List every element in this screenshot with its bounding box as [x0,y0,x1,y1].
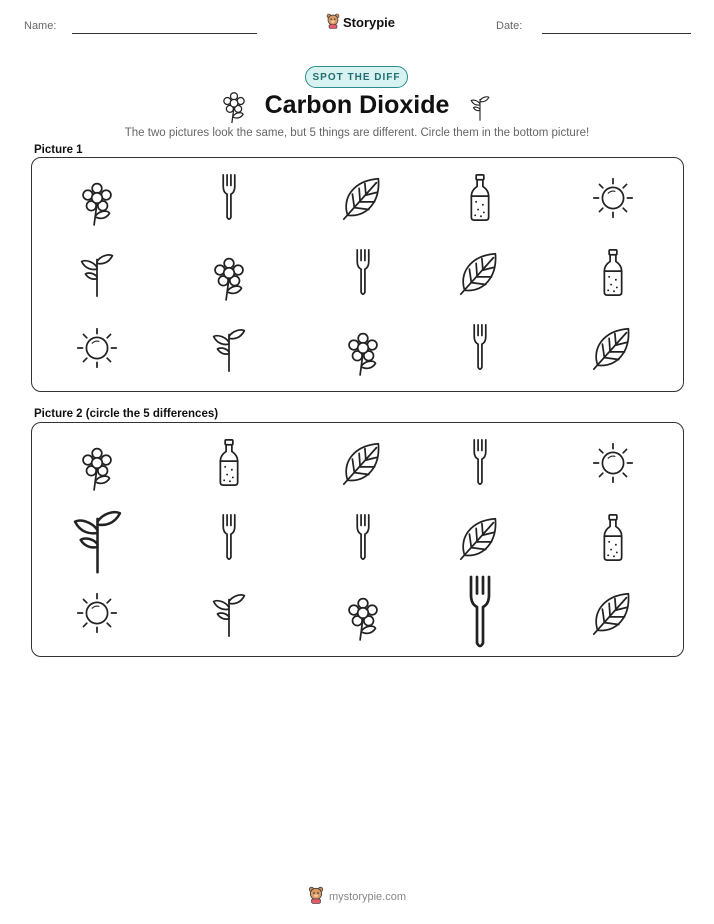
flower-icon[interactable] [72,438,122,488]
sprout-icon [469,91,491,126]
sun-icon [588,173,638,223]
leaf-icon[interactable] [588,588,638,638]
flower-icon [338,323,388,373]
spot-the-diff-badge: SPOT THE DIFF [305,66,408,88]
picture-2-panel[interactable] [31,422,684,657]
storypie-logo [326,13,395,32]
site-url[interactable]: mystorypie.com [328,890,407,903]
footer [0,886,714,907]
sun-icon[interactable] [588,438,638,488]
flower-icon[interactable] [338,588,388,638]
leaf-icon[interactable] [455,513,505,563]
page-title: Carbon Dioxide [264,91,450,119]
fork-icon[interactable] [441,574,519,652]
fork-icon [338,248,388,298]
sprout-icon [72,248,122,298]
bear-mascot-icon [308,886,324,907]
leaf-icon [588,323,638,373]
leaf-icon [338,173,388,223]
date-label: Date: [496,20,523,32]
sprout-icon[interactable] [204,588,254,638]
fork-icon [204,173,254,223]
name-field[interactable] [72,33,257,34]
name-label: Name: [24,20,57,32]
sprout-icon[interactable] [61,502,134,575]
fork-icon[interactable] [204,513,254,563]
flower-icon [204,248,254,298]
picture-1-label: Picture 1 [34,144,83,156]
bottle-icon [588,248,638,298]
picture-2-label: Picture 2 (circle the 5 differences) [34,408,219,420]
bottle-icon [455,173,505,223]
leaf-icon[interactable] [338,438,388,488]
fork-icon[interactable] [455,438,505,488]
picture-1-panel [31,157,684,392]
date-field[interactable] [542,33,691,34]
brand-name: Storypie [343,15,396,30]
sun-icon [72,323,122,373]
bottle-icon[interactable] [204,438,254,488]
fork-icon [455,323,505,373]
fork-icon[interactable] [338,513,388,563]
leaf-icon [455,248,505,298]
sun-icon[interactable] [72,588,122,638]
bear-mascot-icon [326,13,340,32]
sprout-icon [204,323,254,373]
flower-icon [72,173,122,223]
instructions: The two pictures look the same, but 5 things are different. Circle them in the bottom picture! [124,127,590,139]
bottle-icon[interactable] [588,513,638,563]
